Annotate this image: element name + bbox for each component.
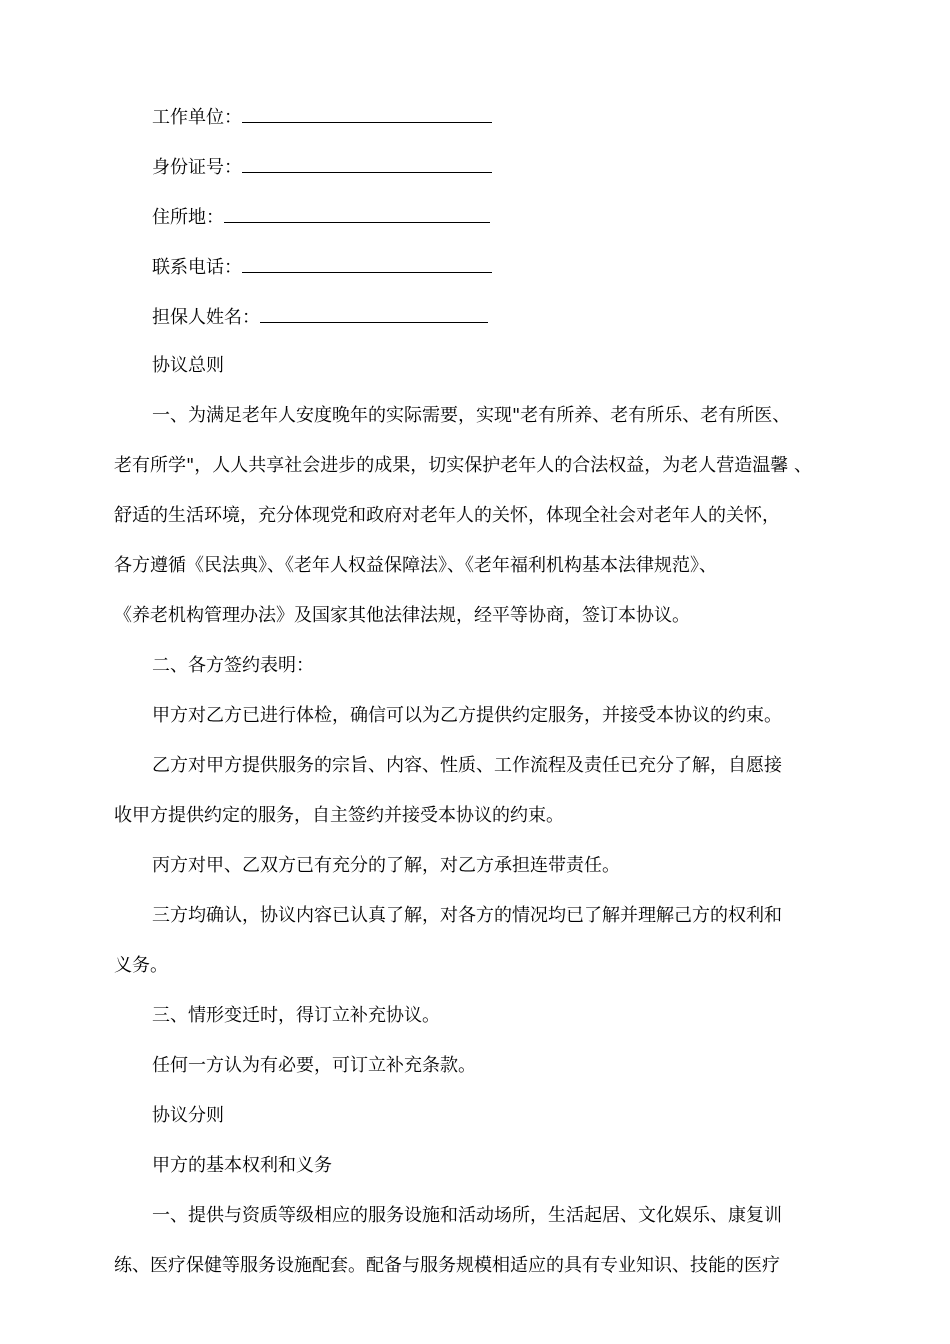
paragraph-4-line-2: 收甲方提供约定的服务，自主签约并接受本协议的约束。: [114, 805, 564, 826]
paragraph-2: 二、各方签约表明：: [152, 655, 314, 676]
field-label: 工作单位：: [152, 107, 242, 128]
paragraph-1-line-3: 舒适的生活环境，充分体现党和政府对老年人的关怀，体现全社会对老年人的关怀，: [114, 505, 780, 526]
fill-in-blank: [242, 254, 492, 273]
paragraph-3: 甲方对乙方已进行体检，确信可以为乙方提供约定服务，并接受本协议的约束。: [152, 705, 782, 726]
paragraph-9-line-1: 一、提供与资质等级相应的服务设施和活动场所，生活起居、文化娱乐、康复训: [152, 1205, 782, 1226]
paragraph-1-line-4: 各方遵循《民法典》、《老年人权益保障法》、《老年福利机构基本法律规范》、: [114, 555, 717, 576]
field-label: 担保人姓名：: [152, 307, 260, 328]
paragraph-6-line-1: 三方均确认，协议内容已认真了解，对各方的情况均已了解并理解己方的权利和: [152, 905, 782, 926]
paragraph-7: 三、情形变迁时，得订立补充协议。: [152, 1005, 440, 1026]
paragraph-8: 任何一方认为有必要，可订立补充条款。: [152, 1055, 476, 1076]
paragraph-1-line-5: 《养老机构管理办法》及国家其他法律法规，经平等协商，签订本协议。: [114, 605, 690, 626]
fill-in-blank: [224, 204, 490, 223]
paragraph-4-line-1: 乙方对甲方提供服务的宗旨、内容、性质、工作流程及责任已充分了解，自愿接: [152, 755, 782, 776]
form-field-work-unit: [152, 104, 844, 128]
paragraph-1-line-1: 一、为满足老年人安度晚年的实际需要，实现"老有所养、老有所乐、老有所医、: [152, 405, 791, 426]
fill-in-blank: [242, 154, 492, 173]
field-label: 联系电话：: [152, 257, 242, 278]
section-heading-general: 协议总则: [152, 355, 224, 376]
form-field-id-number: [152, 154, 844, 178]
field-label: 住所地：: [152, 207, 224, 228]
form-field-address: [152, 204, 844, 228]
section-heading-detail: 协议分则: [152, 1105, 224, 1126]
fill-in-blank: [260, 304, 488, 323]
field-label: 身份证号：: [152, 157, 242, 178]
paragraph-1-line-2: 老有所学"，人人共享社会进步的成果，切实保护老年人的合法权益，为老人营造温馨 、: [114, 455, 812, 476]
subheading-party-a: 甲方的基本权利和义务: [152, 1155, 332, 1176]
paragraph-5: 丙方对甲、乙双方已有充分的了解，对乙方承担连带责任。: [152, 855, 620, 876]
fill-in-blank: [242, 104, 492, 123]
paragraph-6-line-2: 义务。: [114, 955, 168, 976]
form-field-phone: [152, 254, 844, 278]
paragraph-9-line-2: 练、医疗保健等服务设施配套。配备与服务规模相适应的具有专业知识、技能的医疗: [114, 1255, 780, 1276]
form-field-guarantor-name: [152, 304, 844, 328]
